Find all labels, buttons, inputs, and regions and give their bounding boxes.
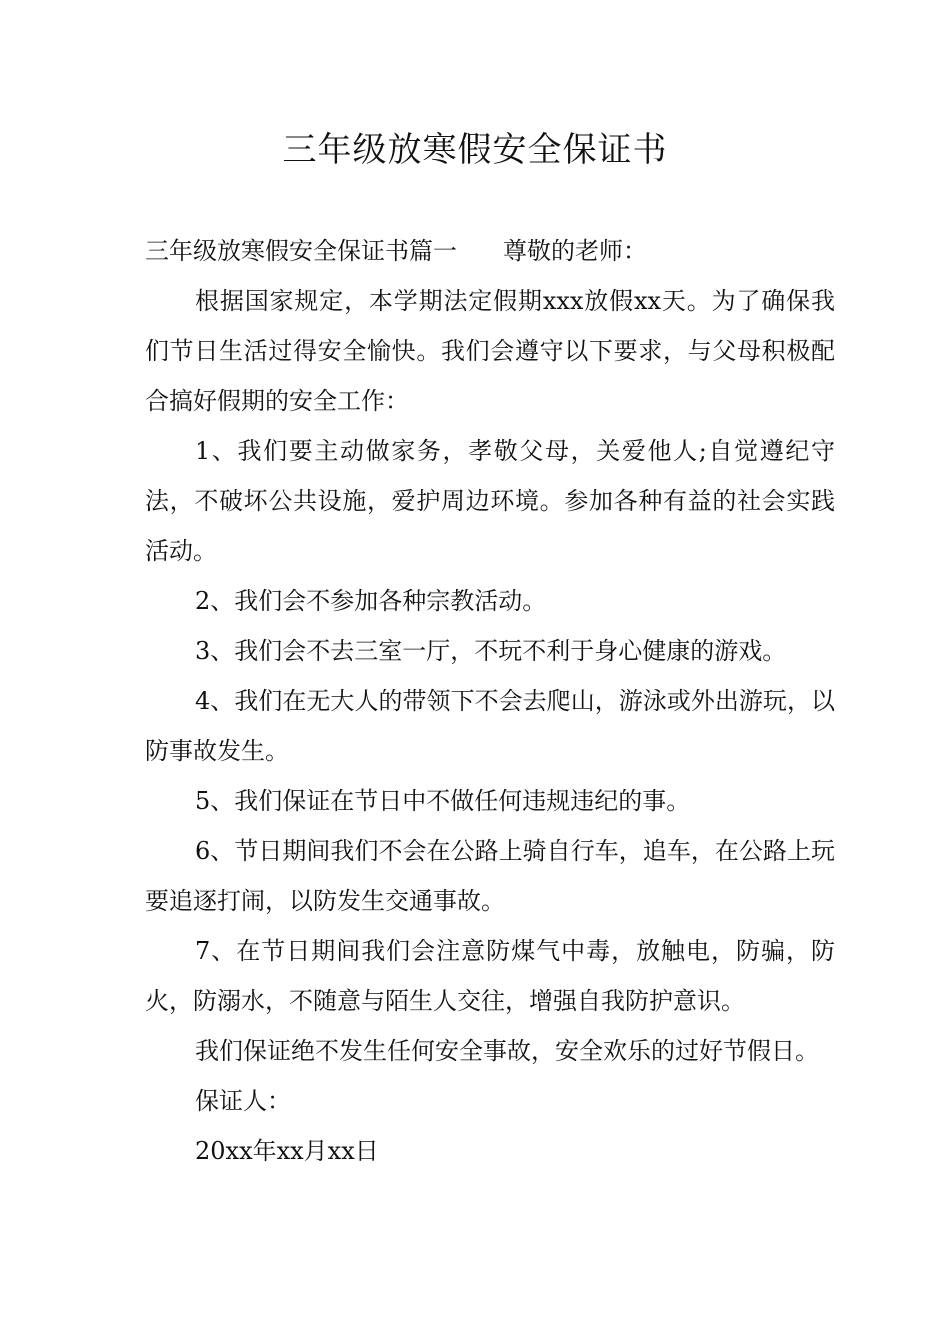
- section-label: 三年级放寒假安全保证书篇一: [145, 237, 457, 265]
- signature-date: 20xx年xx月xx日: [195, 1137, 379, 1165]
- signature-label: 保证人：: [195, 1087, 291, 1115]
- paragraph-intro: 根据国家规定，本学期法定假期xxx放假xx天。为了确保我们节日生活过得安全愉快。我们会遵守以下要求，与父母积极配合搞好假期的安全工作：: [145, 287, 835, 415]
- paragraph-item-5: 5、我们保证在节日中不做任何违规违纪的事。: [195, 787, 691, 815]
- paragraph-item-3: 3、我们会不去三室一厅，不玩不利于身心健康的游戏。: [195, 637, 787, 665]
- document-title: 三年级放寒假安全保证书: [282, 130, 668, 170]
- paragraph-closing: 我们保证绝不发生任何安全事故，安全欢乐的过好节假日。: [195, 1037, 819, 1065]
- paragraph-item-6: 6、节日期间我们不会在公路上骑自行车，追车，在公路上玩要追逐打闹，以防发生交通事故。: [145, 837, 835, 915]
- document-body: [145, 226, 835, 1176]
- paragraph-item-4: 4、我们在无大人的带领下不会去爬山，游泳或外出游玩，以防事故发生。: [145, 687, 835, 765]
- salutation: 尊敬的老师：: [503, 237, 647, 265]
- paragraph-item-1: 1、我们要主动做家务，孝敬父母，关爱他人;自觉遵纪守法，不破坏公共设施，爱护周边环境。参加各种有益的社会实践活动。: [145, 437, 835, 565]
- paragraph-item-2: 2、我们会不参加各种宗教活动。: [195, 587, 547, 615]
- paragraph-item-7: 7、在节日期间我们会注意防煤气中毒，放触电，防骗，防火，防溺水，不随意与陌生人交往，增强自我防护意识。: [145, 937, 835, 1015]
- section-heading-line: [145, 226, 835, 276]
